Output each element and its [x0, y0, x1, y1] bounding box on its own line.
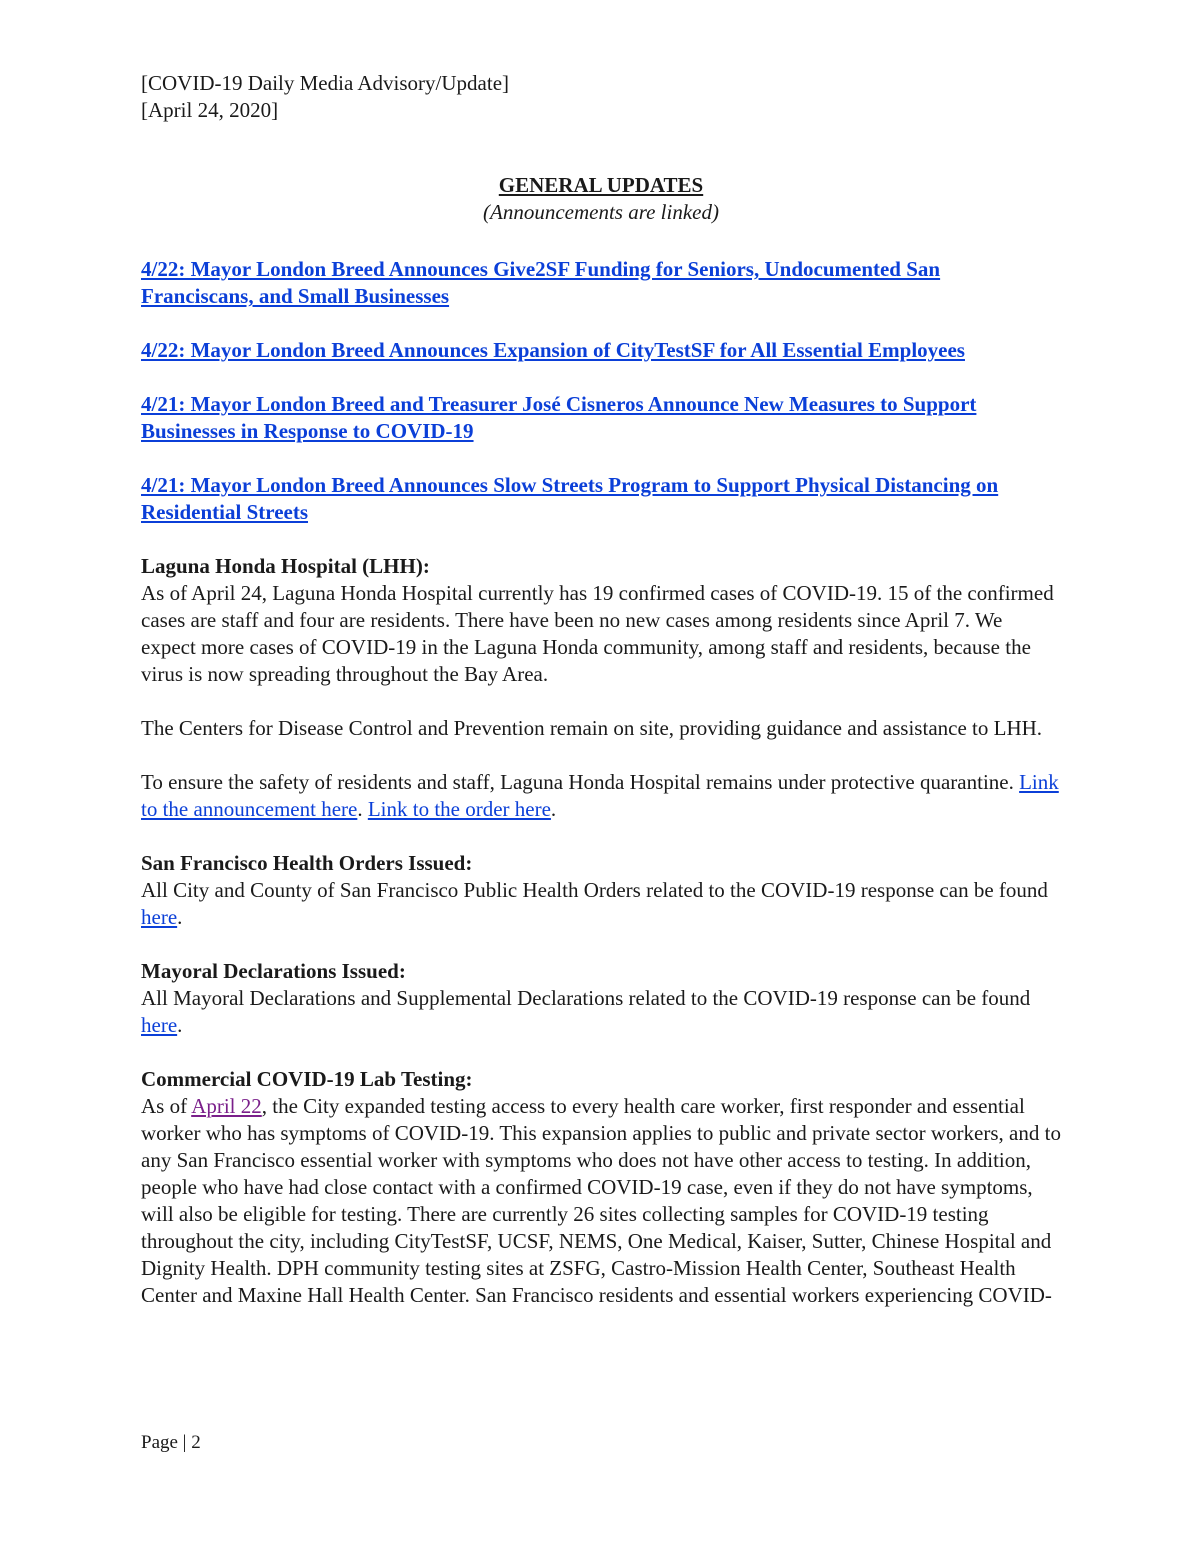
mayoral-declarations-text: All Mayoral Declarations and Supplemental Declarations related to the COVID-19 response can be found [141, 986, 1031, 1010]
health-orders-end: . [177, 905, 183, 929]
general-updates-title: GENERAL UPDATES [498, 173, 704, 197]
lhh-paragraph-cases: As of April 24, Laguna Honda Hospital currently has 19 confirmed cases of COVID-19. 15 of the confirmed cases are staff and four are residents. There have been no new cases among residents since April 7. We expect more cases of COVID-19 in the Laguna Honda community, among staff and residents, because the virus is now spreading throughout the Bay Area. [141, 581, 1054, 686]
lab-testing-body: , the City expanded testing access to every health care worker, first responder and essential worker who has symptoms of COVID-19. This expansion applies to public and private sector workers, and to any San Francisco essential worker with symptoms who does not have other access to testing. In addition, people who have had close contact with a confirmed COVID-19 case, even if they do not have symptoms, will also be eligible for testing. There are currently 26 sites collecting samples for COVID-19 testing throughout the city, including CityTestSF, UCSF, NEMS, One Medical, Kaiser, Sutter, Chinese Hospital and Dignity Health. DPH community testing sites at ZSFG, Castro-Mission Health Center, Southeast Health Center and Maxine Hall Health Center. San Francisco residents and essential workers experiencing COVID- [141, 1094, 1061, 1307]
lhh-announcement-link[interactable]: Link to the announcement here [141, 770, 1059, 821]
advisory-header-line: [COVID-19 Daily Media Advisory/Update] [141, 71, 510, 95]
general-updates-heading-block [141, 172, 1061, 226]
lab-testing-heading: Commercial COVID-19 Lab Testing: [141, 1067, 473, 1091]
lhh-paragraph-quarantine [141, 769, 1061, 823]
announcement-link-citytestsf[interactable]: 4/22: Mayor London Breed Announces Expansion of CityTestSF for All Essential Employees [141, 338, 965, 362]
health-orders-text: All City and County of San Francisco Public Health Orders related to the COVID-19 response can be found [141, 878, 1048, 902]
mayoral-declarations-paragraph [141, 985, 1061, 1039]
announcement-link-business-measures[interactable]: 4/21: Mayor London Breed and Treasurer José Cisneros Announce New Measures to Support Businesses in Response to COVID-19 [141, 392, 977, 443]
lab-testing-intro: As of [141, 1094, 188, 1118]
mayoral-declarations-heading: Mayoral Declarations Issued: [141, 959, 406, 983]
health-orders-link[interactable]: here [141, 905, 178, 929]
lhh-link-separator: . [357, 797, 363, 821]
general-updates-subtitle: (Announcements are linked) [483, 200, 719, 224]
lhh-paragraph-end: . [550, 797, 557, 821]
lab-testing-april22-link[interactable]: April 22 [191, 1094, 262, 1118]
lhh-order-link[interactable]: Link to the order here [367, 797, 551, 821]
health-orders-paragraph [141, 877, 1061, 931]
lab-testing-paragraph [141, 1093, 1061, 1309]
announcement-link-give2sf[interactable]: 4/22: Mayor London Breed Announces Give2SF Funding for Seniors, Undocumented San Franciscans, and Small Businesses [141, 257, 941, 308]
lhh-quarantine-text: To ensure the safety of residents and staff, Laguna Honda Hospital remains under protective quarantine. [141, 770, 1014, 794]
lhh-paragraph-cdc: The Centers for Disease Control and Prevention remain on site, providing guidance and assistance to LHH. [141, 716, 1043, 740]
document-body [141, 70, 1061, 1309]
mayoral-declarations-end: . [177, 1013, 183, 1037]
mayoral-declarations-link[interactable]: here [141, 1013, 178, 1037]
lhh-heading: Laguna Honda Hospital (LHH): [141, 554, 430, 578]
advisory-date-line: [April 24, 2020] [141, 98, 279, 122]
health-orders-heading: San Francisco Health Orders Issued: [141, 851, 473, 875]
page-number: Page | 2 [141, 1432, 201, 1453]
announcement-link-slow-streets[interactable]: 4/21: Mayor London Breed Announces Slow Streets Program to Support Physical Distancing on Residential Streets [141, 473, 999, 524]
